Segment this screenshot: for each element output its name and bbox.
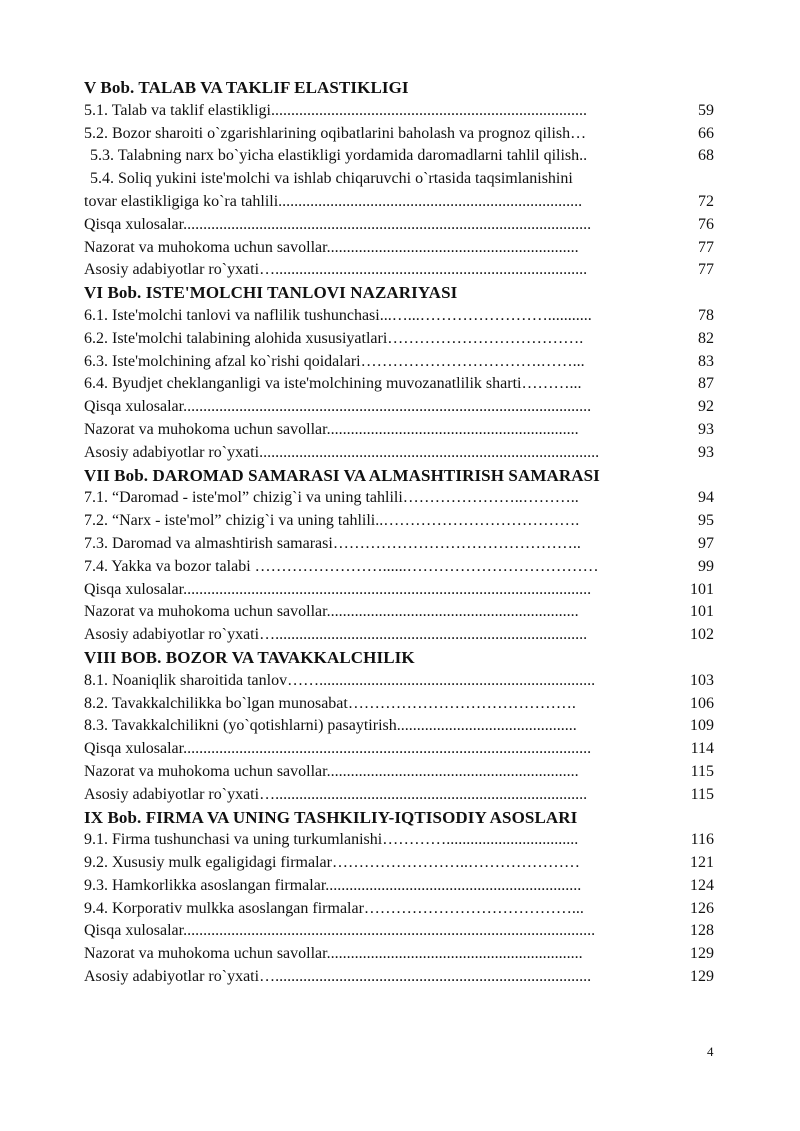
chapter-heading-text: IX Bob. FIRMA VA UNING TASHKILIY-IQTISODIY ASOSLARI [84, 807, 578, 827]
toc-entry-text: Nazorat va muhokoma uchun savollar............................................................... [84, 762, 579, 780]
toc-entry [84, 214, 724, 237]
toc-entry [84, 943, 724, 966]
toc-entry-page: 129 [690, 945, 714, 963]
toc-entry-page: 106 [690, 694, 714, 712]
toc-entry-page: 114 [690, 740, 714, 758]
toc-entry-text: Asosiy adabiyotlar ro`yxati….............................................................................. [84, 785, 588, 803]
toc-entry [84, 738, 724, 761]
toc-entry-text-line2: tovar elastikligiga ko`ra tahlili............................................................................ [84, 192, 583, 210]
toc-entry-page: 102 [690, 626, 714, 644]
chapter-heading-text: VIII BOB. BOZOR VA TAVAKKALCHILIK [84, 647, 415, 667]
chapter-heading [84, 77, 724, 100]
toc-entry-page: 128 [690, 922, 714, 940]
toc-entry [84, 784, 724, 807]
toc-entry-text: 5.1. Talab va taklif elastikligi............................................................................... [84, 101, 587, 119]
toc-entry-text: Asosiy adabiyotlar ro`yxati..................................................................................... [84, 443, 600, 461]
toc-entry-text: Nazorat va muhokoma uchun savollar............................................................... [84, 420, 579, 438]
toc-entry [84, 761, 724, 784]
chapter-heading [84, 465, 724, 488]
toc-entry-page: 83 [698, 352, 714, 370]
chapter-heading-text: VII Bob. DAROMAD SAMARASI VA ALMASHTIRISH SAMARASI [84, 465, 600, 485]
toc-entry [84, 829, 724, 852]
toc-entry [84, 237, 724, 260]
toc-entry [84, 693, 724, 716]
chapter-heading-text: V Bob. TALAB VA TAKLIF ELASTIKLIGI [84, 78, 409, 97]
chapter-heading-text: VI Bob. ISTE'MOLCHI TANLOVI NAZARIYASI [84, 283, 458, 303]
toc-entry-text: 6.2. Iste'molchi talabining alohida xususiyatlari………………………………. [84, 329, 584, 347]
toc-entry [84, 898, 724, 921]
toc-entry-text: Qisqa xulosalar...................................................................................................... [84, 580, 592, 598]
toc-entry-page: 103 [690, 671, 714, 689]
toc-entry-page: 59 [698, 101, 714, 119]
toc-entry-text: 7.3. Daromad va almashtirish samarasi……………………………………….. [84, 534, 581, 552]
toc-entry [84, 556, 724, 579]
toc-entry-text: Nazorat va muhokoma uchun savollar............................................................... [84, 603, 579, 621]
toc-entry [84, 966, 724, 989]
toc-entry-text: 8.2. Tavakkalchilikka bo`lgan munosabat……………………………………. [84, 694, 576, 712]
toc-entry-text: Nazorat va muhokoma uchun savollar................................................................ [84, 945, 583, 963]
toc-entry [84, 396, 724, 419]
toc-entry-page: 93 [698, 420, 714, 438]
toc-entry-text: Qisqa xulosalar....................................................................................................... [84, 922, 596, 940]
toc-entry-page: 116 [690, 831, 714, 849]
toc-entry-text: 7.2. “Narx - iste'mol” chizig`i va uning tahlili..………………………………. [84, 512, 580, 530]
toc-entry-text: 8.3. Tavakkalchilikni (yo`qotishlarni) pasaytirish............................................. [84, 717, 577, 735]
toc-entry [84, 123, 724, 146]
toc-entry-page: 72 [698, 192, 714, 210]
toc-entry-page: 124 [690, 876, 714, 894]
toc-entry [84, 259, 724, 282]
page-number: 4 [707, 1044, 714, 1059]
toc-entry-page: 101 [690, 603, 714, 621]
toc-entry [84, 670, 724, 693]
toc-entry-text-line1: 5.4. Soliq yukini iste'molchi va ishlab chiqaruvchi o`rtasida taqsimlanishini [90, 170, 573, 188]
toc-entry [84, 510, 724, 533]
toc-entry [84, 168, 724, 214]
toc-entry-page: 82 [698, 329, 714, 347]
toc-entry-text: 5.2. Bozor sharoiti o`zgarishlarining oqibatlarini baholash va prognoz qilish… [84, 124, 587, 142]
toc-entry [84, 100, 724, 123]
toc-entry-text: Asosiy adabiyotlar ro`yxati….............................................................................. [84, 261, 588, 279]
toc-entry [84, 875, 724, 898]
toc-entry-text: Nazorat va muhokoma uchun savollar............................................................... [84, 238, 579, 256]
toc-entry-page: 87 [698, 375, 714, 393]
chapter-heading [84, 647, 724, 670]
toc-entry-text: 8.1. Noaniqlik sharoitida tanlov……..................................................................... [84, 671, 596, 689]
toc-entry [84, 624, 724, 647]
toc-entry-text: 9.1. Firma tushunchasi va uning turkumlanishi…………................................. [84, 831, 579, 849]
toc-entry-page: 77 [698, 238, 714, 256]
toc-entry [84, 442, 724, 465]
chapter-heading [84, 282, 724, 305]
toc-entry-page: 76 [698, 215, 714, 233]
toc-entry [84, 601, 724, 624]
toc-entry-text: 6.3. Iste'molchining afzal ko`rishi qoidalari…………………………….……... [84, 352, 585, 370]
toc-entry-page: 66 [698, 124, 714, 142]
toc-entry-text: 9.3. Hamkorlikka asoslangan firmalar................................................................ [84, 876, 582, 894]
toc-entry-page: 77 [698, 261, 714, 279]
toc-entry-page: 121 [690, 854, 714, 872]
toc-entry-page: 78 [698, 306, 714, 324]
toc-entry [84, 579, 724, 602]
toc-entry-text: Qisqa xulosalar...................................................................................................... [84, 215, 592, 233]
toc-entry [84, 305, 724, 328]
toc-entry-page: 93 [698, 443, 714, 461]
toc-entry-text: 6.1. Iste'molchi tanlovi va naflilik tushunchasi...…...……………………........... [84, 306, 592, 324]
toc-entry-text: Asosiy adabiyotlar ro`yxati…............................................................................... [84, 968, 592, 986]
toc-entry-text: 9.4. Korporativ mulkka asoslangan firmalar…………………………………... [84, 899, 584, 917]
toc-entry-text: 7.4. Yakka va bozor talabi ……………………......……………………………… [84, 557, 599, 575]
toc-entry-text: 6.4. Byudjet cheklanganligi va iste'molchining muvozanatlilik sharti………... [84, 375, 582, 393]
toc-entry [84, 419, 724, 442]
toc-entry-page: 97 [698, 534, 714, 552]
toc-entry [84, 533, 724, 556]
toc-entry-page: 94 [698, 489, 714, 507]
toc-entry-page: 115 [690, 762, 714, 780]
toc-entry-text: Qisqa xulosalar...................................................................................................... [84, 398, 592, 416]
toc-entry [84, 373, 724, 396]
toc-entry-page: 129 [690, 968, 714, 986]
table-of-contents [84, 77, 724, 989]
toc-entry-page: 99 [698, 557, 714, 575]
toc-entry-page: 101 [690, 580, 714, 598]
toc-entry [84, 145, 724, 168]
toc-entry-page: 109 [690, 717, 714, 735]
toc-entry [84, 715, 724, 738]
toc-entry [84, 920, 724, 943]
toc-entry-page: 92 [698, 398, 714, 416]
toc-entry-text: 7.1. “Daromad - iste'mol” chizig`i va uning tahlili…………………..……….. [84, 489, 579, 507]
toc-entry [84, 487, 724, 510]
toc-entry [84, 351, 724, 374]
toc-entry-page: 68 [698, 147, 714, 165]
toc-entry-text: Asosiy adabiyotlar ro`yxati….............................................................................. [84, 626, 588, 644]
toc-entry-text: 5.3. Talabning narx bo`yicha elastikligi yordamida daromadlarni tahlil qilish.. [90, 147, 588, 165]
toc-entry-page: 115 [690, 785, 714, 803]
chapter-heading [84, 807, 724, 830]
toc-entry [84, 328, 724, 351]
toc-entry-text: Qisqa xulosalar...................................................................................................... [84, 740, 592, 758]
toc-entry-page: 95 [698, 512, 714, 530]
toc-entry [84, 852, 724, 875]
toc-entry-text: 9.2. Xususiy mulk egaligidagi firmalar……………………..………………… [84, 854, 580, 872]
toc-entry-page: 126 [690, 899, 714, 917]
